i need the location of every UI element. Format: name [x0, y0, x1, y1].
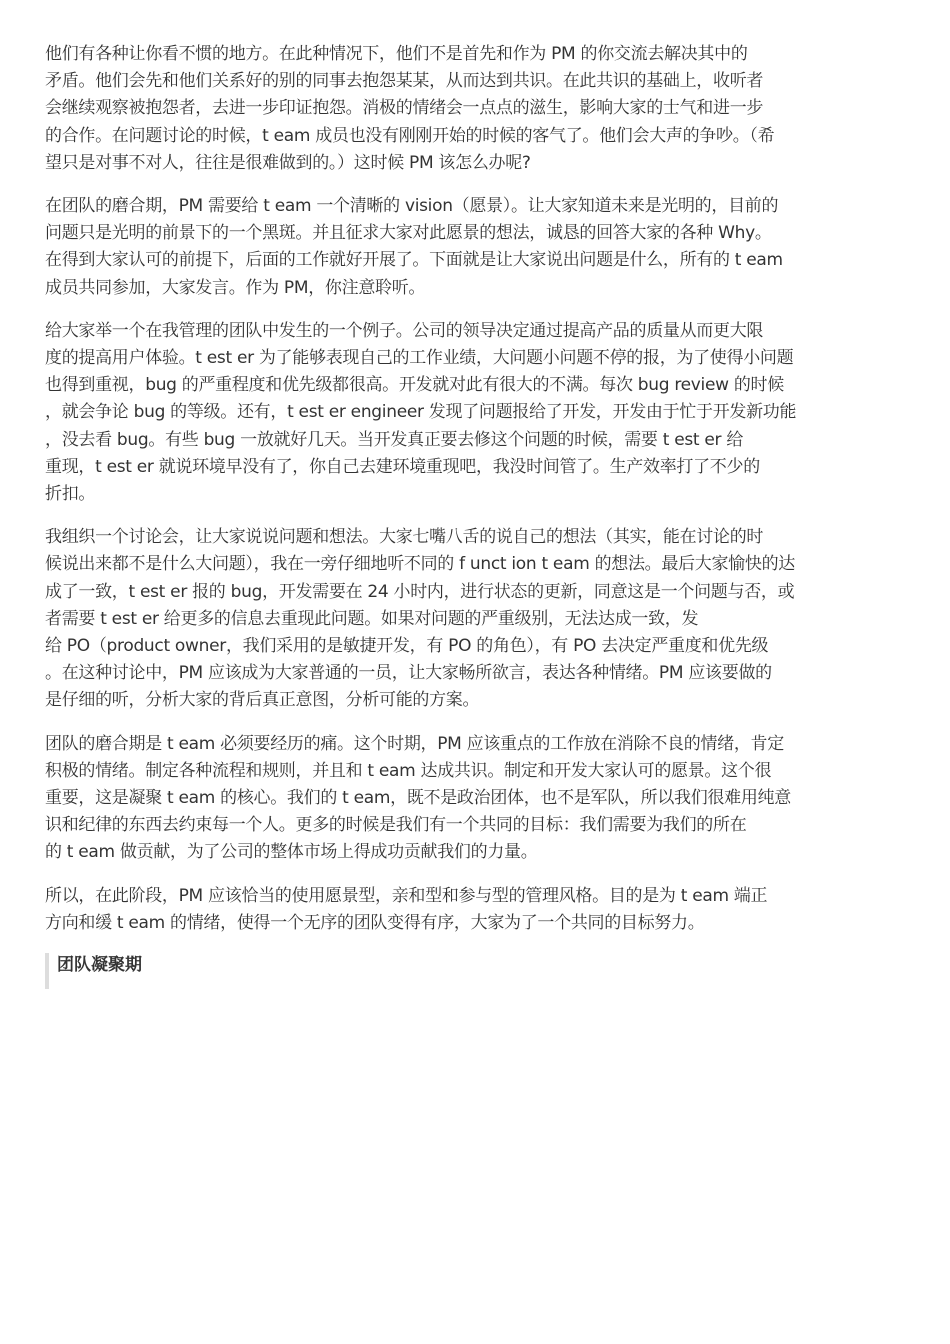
paragraph-storming-summary [45, 731, 900, 867]
text-line: 也得到重视，bug 的严重程度和优先级都很高。开发就对此有很大的不满。每次 bug review 的时候 [45, 375, 784, 396]
paragraph-vision [45, 193, 900, 302]
text-line: ，就会争论 bug 的等级。还有，t est er engineer 发现了问题报给了开发，开发由于忙于开发新功能 [45, 402, 797, 423]
text-line: 者需要 t est er 给更多的信息去重现此问题。如果对问题的严重级别，无法达成一致，发 [45, 608, 699, 629]
text-line: 成员共同参加，大家发言。作为 PM，你注意聆听。 [45, 277, 426, 298]
section-heading-norming [45, 953, 900, 989]
paragraph-discussion [45, 524, 900, 714]
text-line: 会继续观察被抱怨者，去进一步印证抱怨。消极的情绪会一点点的滋生，影响大家的士气和进一步 [45, 98, 764, 119]
text-line: 在团队的磨合期，PM 需要给 t eam 一个清晰的 vision（愿景）。让大家知道未来是光明的，目前的 [45, 196, 779, 217]
text-line: 。在这种讨论中，PM 应该成为大家普通的一员，让大家畅所欲言，表达各种情绪。PM 应该要做的 [45, 663, 772, 684]
text-line: 矛盾。他们会先和他们关系好的别的同事去抱怨某某，从而达到共识。在此共识的基础上，收听者 [45, 71, 764, 92]
text-line: 折扣。 [45, 484, 96, 505]
text-line: 识和纪律的东西去约束每一个人。更多的时候是我们有一个共同的目标：我们需要为我们的所在 [45, 815, 747, 836]
text-line: 团队的磨合期是 t eam 必须要经历的痛。这个时期，PM 应该重点的工作放在消除不良的情绪，肯定 [45, 733, 784, 754]
paragraph-management-style [45, 883, 900, 937]
text-line: 的合作。在问题讨论的时候，t eam 成员也没有刚刚开始的时候的客气了。他们会大声的争吵。（希 [45, 125, 775, 146]
text-line: 候说出来都不是什么大问题），我在一旁仔细地听不同的 f unct ion t eam 的想法。最后大家愉快的达 [45, 554, 795, 575]
text-line: 方向和缓 t eam 的情绪，使得一个无序的团队变得有序，大家为了一个共同的目标努力。 [45, 912, 705, 933]
text-line: 重现，t est er 就说环境早没有了，你自己去建环境重现吧，我没时间管了。生产效率打了不少的 [45, 456, 760, 477]
text-line: 度的提高用户体验。t est er 为了能够表现自己的工作业绩，大问题小问题不停的报，为了使得小问题 [45, 348, 794, 369]
text-line: 我组织一个讨论会，让大家说说问题和想法。大家七嘴八舌的说自己的想法（其实，能在讨论的时 [45, 527, 764, 548]
text-line: 是仔细的听，分析大家的背后真正意图，分析可能的方案。 [45, 690, 480, 711]
text-line: 重要，这是凝聚 t eam 的核心。我们的 t eam，既不是政治团体，也不是军队，所以我们很难用纯意 [45, 788, 791, 809]
text-line: 望只是对事不对人，往往是很难做到的。）这时候 PM 该怎么办呢? [45, 152, 531, 173]
text-line: 所以，在此阶段，PM 应该恰当的使用愿景型，亲和型和参与型的管理风格。目的是为 t eam 端正 [45, 885, 768, 906]
text-line: 他们有各种让你看不惯的地方。在此种情况下，他们不是首先和作为 PM 的你交流去解决其中的 [45, 44, 748, 64]
text-line: 给大家举一个在我管理的团队中发生的一个例子。公司的领导决定通过提高产品的质量从而更大限 [45, 320, 764, 341]
text-line: 的 t eam 做贡献，为了公司的整体市场上得成功贡献我们的力量。 [45, 842, 538, 863]
text-line: 给 PO（product owner，我们采用的是敏捷开发，有 PO 的角色），有 PO 去决定严重度和优先级 [45, 636, 769, 657]
text-line: ，没去看 bug。有些 bug 一放就好几天。当开发真正要去修这个问题的时候，需要 t est er 给 [45, 429, 744, 450]
text-line: 积极的情绪。制定各种流程和规则，并且和 t eam 达成共识。制定和开发大家认可的愿景。这个很 [45, 760, 772, 781]
document-body [45, 41, 900, 989]
text-line: 成了一致，t est er 报的 bug，开发需要在 24 小时内，进行状态的更新，同意这是一个问题与否，或 [45, 581, 795, 602]
paragraph-conflict-behavior [45, 41, 900, 177]
text-line: 问题只是光明的前景下的一个黑斑。并且征求大家对此愿景的想法，诚恳的回答大家的各种 Why。 [45, 223, 772, 244]
text-line: 在得到大家认可的前提下，后面的工作就好开展了。下面就是让大家说出问题是什么，所有的 t eam [45, 250, 783, 271]
paragraph-example [45, 318, 900, 508]
section-heading-text: 团队凝聚期 [57, 955, 142, 976]
